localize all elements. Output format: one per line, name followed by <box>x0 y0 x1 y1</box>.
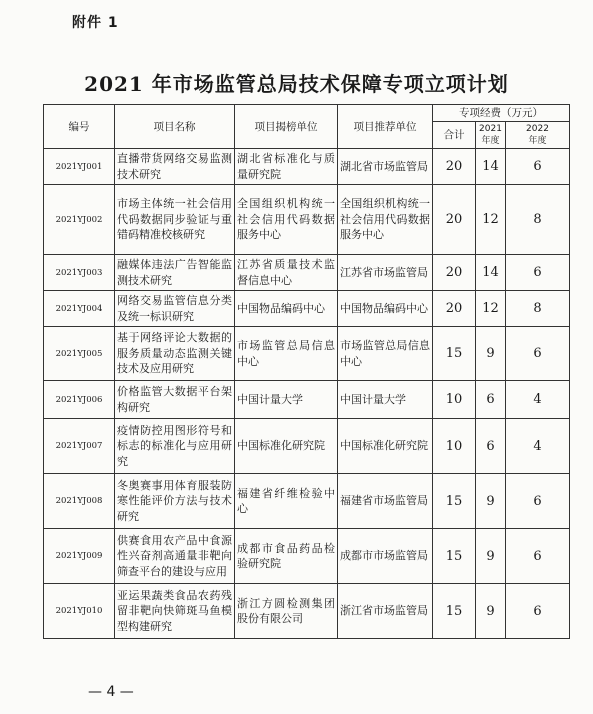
row-id: 2021YJ005 <box>44 327 115 381</box>
row-name: 冬奥赛事用体育服装防寒性能评价方法与技术研究 <box>115 474 235 529</box>
header-total: 合计 <box>433 122 476 149</box>
row-2022: 6 <box>506 474 570 529</box>
row-total: 20 <box>433 149 476 185</box>
table-row <box>44 474 570 529</box>
table-row <box>44 584 570 639</box>
row-undertaker: 浙江方圆检测集团股份有限公司 <box>235 584 338 639</box>
row-id: 2021YJ001 <box>44 149 115 185</box>
header-id: 编号 <box>44 105 115 149</box>
row-undertaker: 湖北省标准化与质量研究院 <box>235 149 338 185</box>
row-2022: 6 <box>506 149 570 185</box>
row-name: 网络交易监管信息分类及统一标识研究 <box>115 291 235 327</box>
row-total: 20 <box>433 255 476 291</box>
row-undertaker: 成都市食品药品检验研究院 <box>235 529 338 584</box>
header-funding: 专项经费（万元） <box>433 105 570 122</box>
row-undertaker: 中国计量大学 <box>235 381 338 419</box>
table-row <box>44 291 570 327</box>
row-2021: 14 <box>476 255 506 291</box>
row-id: 2021YJ006 <box>44 381 115 419</box>
row-id: 2021YJ007 <box>44 419 115 474</box>
page-number: — 4 — <box>88 684 134 700</box>
row-total: 15 <box>433 584 476 639</box>
row-2021: 9 <box>476 474 506 529</box>
header-undertaker: 项目揭榜单位 <box>235 105 338 149</box>
row-name: 价格监管大数据平台架构研究 <box>115 381 235 419</box>
row-name: 融媒体违法广告智能监测技术研究 <box>115 255 235 291</box>
table-row <box>44 529 570 584</box>
row-total: 10 <box>433 381 476 419</box>
row-id: 2021YJ002 <box>44 185 115 255</box>
row-2021: 9 <box>476 327 506 381</box>
row-name: 亚运果蔬类食品农药残留非靶向快筛斑马鱼模型构建研究 <box>115 584 235 639</box>
row-id: 2021YJ004 <box>44 291 115 327</box>
row-name: 疫情防控用图形符号和标志的标准化与应用研究 <box>115 419 235 474</box>
table-row <box>44 381 570 419</box>
row-recommender: 浙江省市场监管局 <box>338 584 433 639</box>
row-recommender: 福建省市场监管局 <box>338 474 433 529</box>
row-recommender: 中国计量大学 <box>338 381 433 419</box>
header-2021: 2021 年度 <box>476 122 506 149</box>
row-recommender: 成都市市场监管局 <box>338 529 433 584</box>
row-undertaker: 中国标准化研究院 <box>235 419 338 474</box>
row-recommender: 市场监管总局信息中心 <box>338 327 433 381</box>
row-total: 10 <box>433 419 476 474</box>
row-id: 2021YJ003 <box>44 255 115 291</box>
table-row <box>44 149 570 185</box>
row-name: 供赛食用农产品中食源性兴奋剂高通量非靶向筛查平台的建设与应用 <box>115 529 235 584</box>
row-recommender: 中国物品编码中心 <box>338 291 433 327</box>
row-2021: 9 <box>476 584 506 639</box>
row-2021: 12 <box>476 291 506 327</box>
row-total: 15 <box>433 474 476 529</box>
row-2021: 14 <box>476 149 506 185</box>
row-2022: 6 <box>506 255 570 291</box>
attachment-label: 附件 1 <box>72 15 119 31</box>
row-2021: 6 <box>476 419 506 474</box>
row-name: 直播带货网络交易监测技术研究 <box>115 149 235 185</box>
row-name: 基于网络评论大数据的服务质量动态监测关键技术及应用研究 <box>115 327 235 381</box>
row-undertaker: 中国物品编码中心 <box>235 291 338 327</box>
table-row <box>44 255 570 291</box>
table-row <box>44 327 570 381</box>
row-id: 2021YJ008 <box>44 474 115 529</box>
row-total: 15 <box>433 529 476 584</box>
row-undertaker: 市场监管总局信息中心 <box>235 327 338 381</box>
row-undertaker: 全国组织机构统一社会信用代码数据服务中心 <box>235 185 338 255</box>
header-recommender: 项目推荐单位 <box>338 105 433 149</box>
row-recommender: 江苏省市场监管局 <box>338 255 433 291</box>
project-table <box>43 104 570 639</box>
row-total: 20 <box>433 185 476 255</box>
header-name: 项目名称 <box>115 105 235 149</box>
row-2022: 6 <box>506 327 570 381</box>
row-undertaker: 福建省纤维检验中心 <box>235 474 338 529</box>
row-2021: 12 <box>476 185 506 255</box>
row-2022: 8 <box>506 185 570 255</box>
row-2022: 6 <box>506 529 570 584</box>
table-row <box>44 185 570 255</box>
row-id: 2021YJ010 <box>44 584 115 639</box>
row-total: 15 <box>433 327 476 381</box>
row-recommender: 全国组织机构统一社会信用代码数据服务中心 <box>338 185 433 255</box>
row-recommender: 湖北省市场监管局 <box>338 149 433 185</box>
page-title: 2021 年市场监管总局技术保障专项立项计划 <box>84 72 509 96</box>
row-id: 2021YJ009 <box>44 529 115 584</box>
row-name: 市场主体统一社会信用代码数据同步验证与重错码精准校核研究 <box>115 185 235 255</box>
row-undertaker: 江苏省质量技术监督信息中心 <box>235 255 338 291</box>
row-total: 20 <box>433 291 476 327</box>
row-2021: 6 <box>476 381 506 419</box>
row-2022: 6 <box>506 584 570 639</box>
header-2022: 2022 年度 <box>506 122 570 149</box>
row-2021: 9 <box>476 529 506 584</box>
row-2022: 4 <box>506 381 570 419</box>
row-recommender: 中国标准化研究院 <box>338 419 433 474</box>
row-2022: 8 <box>506 291 570 327</box>
row-2022: 4 <box>506 419 570 474</box>
table-row <box>44 419 570 474</box>
